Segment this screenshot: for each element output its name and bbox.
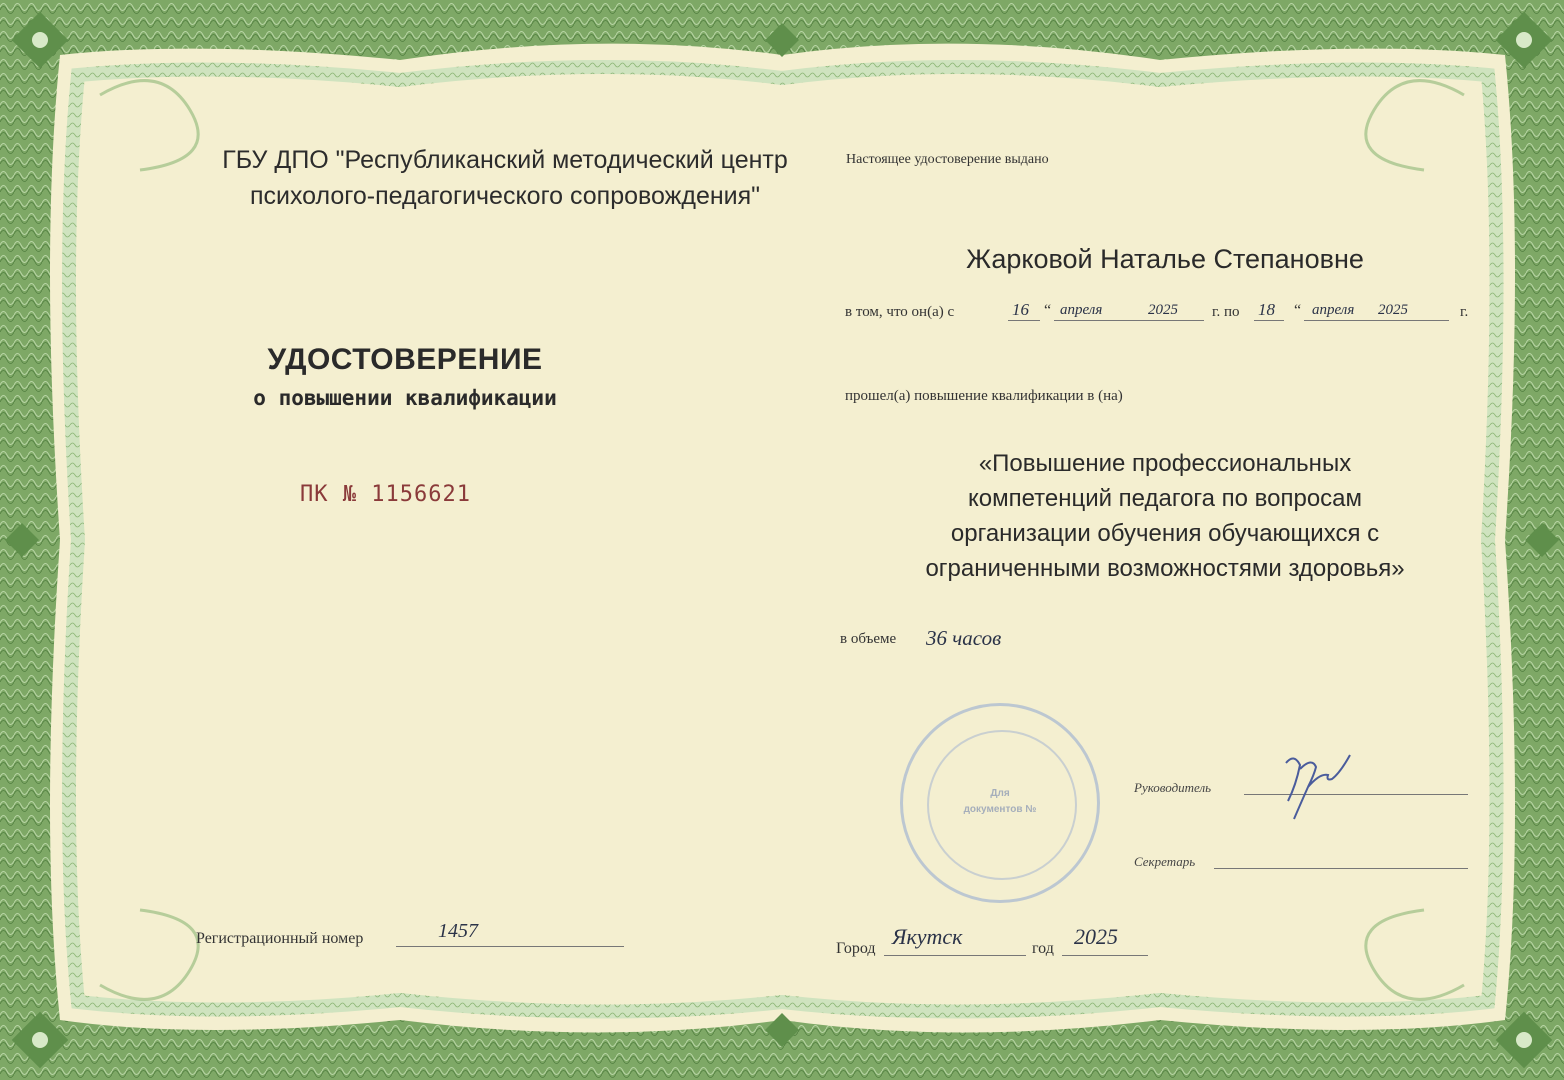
head-signature-mark — [1270, 745, 1380, 825]
course-line-4: ограниченными возможностями здоровья» — [925, 555, 1405, 582]
start-month-underline — [1054, 320, 1204, 321]
recipient-name: Жарковой Наталье Степановне — [966, 244, 1364, 274]
organization-name — [150, 142, 860, 214]
start-day: 16 — [1012, 300, 1029, 319]
serial-number — [300, 482, 471, 507]
city-value: Якутск — [892, 924, 963, 949]
document-title: УДОСТОВЕРЕНИЕ — [267, 343, 543, 376]
end-day: 18 — [1258, 300, 1275, 319]
registration-value: 1457 — [438, 920, 478, 942]
start-year: 2025 — [1148, 302, 1178, 318]
head-label: Руководитель — [1134, 780, 1212, 795]
end-day-underline — [1254, 320, 1284, 321]
course-line-2: компетенций педагога по вопросам — [967, 485, 1363, 512]
course-line-1: «Повышение профессиональных — [978, 450, 1352, 477]
course-title — [830, 446, 1500, 586]
organization-line-2: психолого-педагогического сопровождения" — [249, 182, 761, 210]
registration-label: Регистрационный номер — [196, 930, 364, 947]
start-month: апреля — [1060, 302, 1103, 318]
city-label: Город — [836, 940, 876, 957]
volume-label: в объеме — [840, 631, 897, 647]
registration-underline — [396, 946, 624, 947]
period-mid: г. по — [1212, 304, 1240, 320]
issued-to-label: Настоящее удостоверение выдано — [846, 152, 1049, 167]
end-quote: “ — [1294, 302, 1302, 319]
course-line-3: организации обучения обучающихся с — [950, 520, 1380, 547]
document-subtitle: о повышении квалификации — [253, 386, 557, 410]
end-month-underline — [1304, 320, 1449, 321]
serial-prefix: ПК — [300, 482, 329, 507]
end-year: 2025 — [1378, 302, 1408, 318]
start-quote: “ — [1044, 302, 1052, 319]
period-prefix: в том, что он(а) с — [845, 304, 955, 320]
completed-label: прошел(а) повышение квалификации в (на) — [845, 388, 1123, 404]
secretary-label: Секретарь — [1134, 854, 1196, 869]
year-value: 2025 — [1074, 924, 1118, 949]
official-stamp — [900, 703, 1100, 903]
city-underline — [884, 955, 1026, 956]
period-suffix: г. — [1460, 304, 1469, 320]
serial-value: 1156621 — [371, 482, 471, 507]
stamp-text-line-2: документов № — [963, 804, 1037, 815]
secretary-signature-line — [1214, 868, 1468, 869]
stamp-text-line-1: Для — [990, 788, 1010, 799]
year-underline — [1062, 955, 1148, 956]
start-day-underline — [1008, 320, 1040, 321]
volume-value: 36 часов — [926, 626, 1002, 650]
serial-sign: № — [342, 482, 357, 507]
year-label: год — [1032, 940, 1054, 957]
organization-line-1: ГБУ ДПО "Республиканский методический центр — [222, 146, 788, 174]
end-month: апреля — [1312, 302, 1355, 318]
